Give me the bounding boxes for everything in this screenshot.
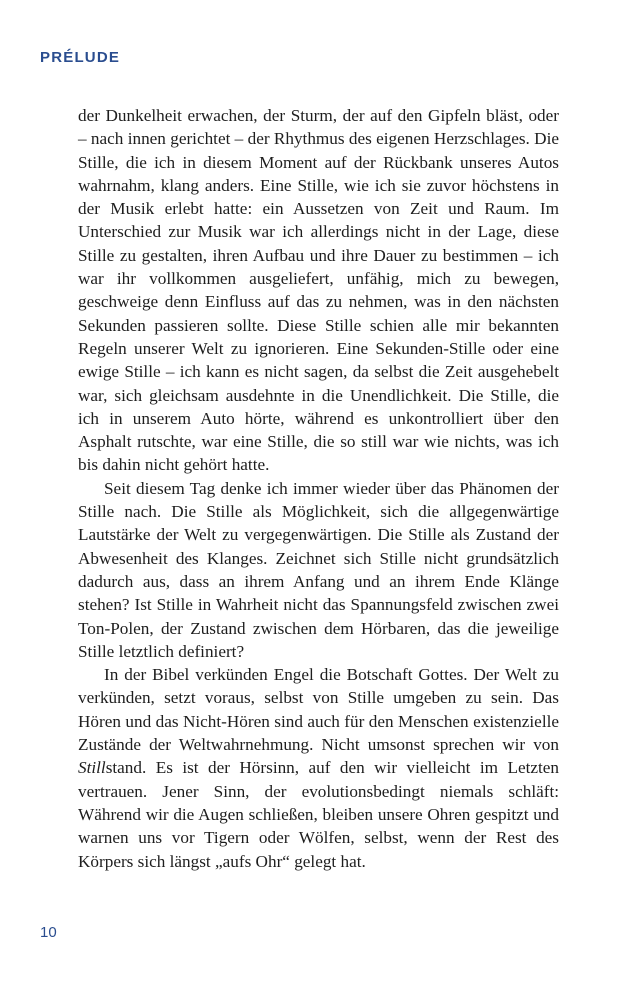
page-number: 10	[40, 924, 57, 941]
italic-word: Still	[78, 758, 106, 778]
paragraph-2: Seit diesem Tag denke ich immer wieder über das Phänomen der Stille nach. Die Stille als Möglichkeit, sich die allgegenwärtige Lautstärke der Welt zu vergegenwärtigen. Die Stille als Zustand der Abwesenheit des Klanges. Zeichnet sich Stille nicht grundsätzlich dadurch aus, dass an ihrem Anfang und an ihrem Ende Klänge stehen? Ist Stille in Wahrheit nicht das Spannungsfeld zwischen zwei Ton-Polen, der Zustand zwischen dem Hörbaren, das die jeweilige Stille letztlich definiert?	[78, 478, 559, 661]
body-text	[78, 104, 559, 873]
paragraph-3	[78, 663, 559, 873]
paragraph-3-text-end: stand. Es ist der Hörsinn, auf den wir vielleicht im Letzten vertrauen. Jener Sinn, der evolutionsbedingt niemals schläft: Während wir die Augen schließen, bleiben unsere Ohren gespitzt und warnen uns vor Tigern oder Wölfen, selbst, wenn der Rest des Körpers sich längst „aufs Ohr“ gelegt hat.	[78, 758, 559, 871]
paragraph-1: der Dunkelheit erwachen, der Sturm, der auf den Gipfeln bläst, oder – nach innen gerichtet – der Rhythmus des eigenen Herzschlages. Die Stille, die ich in diesem Moment auf der Rückbank unseres Autos wahrnahm, klang anders. Eine Stille, wie ich sie zuvor höchstens in der Musik erlebt hatte: ein Aussetzen von Zeit und Raum. Im Unterschied zur Musik war ich allerdings nicht in der Lage, diese Stille zu gestalten, ihren Aufbau und ihre Dauer zu bestimmen – ich war ihr vollkommen ausgeliefert, unfähig, mich zu bewegen, geschweige denn Einfluss auf das zu nehmen, was in den nächsten Sekunden passieren sollte. Diese Stille schien alle mir bekannten Regeln unserer Welt zu ignorieren. Eine Sekunden-Stille oder eine ewige Stille – ich kann es nicht sagen, da selbst die Zeit ausgehebelt war, sich gleichsam ausdehnte in die Unendlichkeit. Die Stille, die ich in unserem Auto hörte, während es unkontrolliert über den Asphalt rutschte, war eine Stille, die so still war wie nichts, was ich bis dahin nicht gehört hatte.	[78, 106, 559, 475]
running-title: PRÉLUDE	[40, 49, 121, 66]
paragraph-3-text-start: In der Bibel verkünden Engel die Botschaft Gottes. Der Welt zu verkünden, setzt voraus, selbst von Stille umgeben zu sein. Das Hören und das Nicht-Hören sind auch für den Menschen existenzielle Zustände der Weltwahrnehmung. Nicht umsonst sprechen wir von	[78, 665, 559, 755]
